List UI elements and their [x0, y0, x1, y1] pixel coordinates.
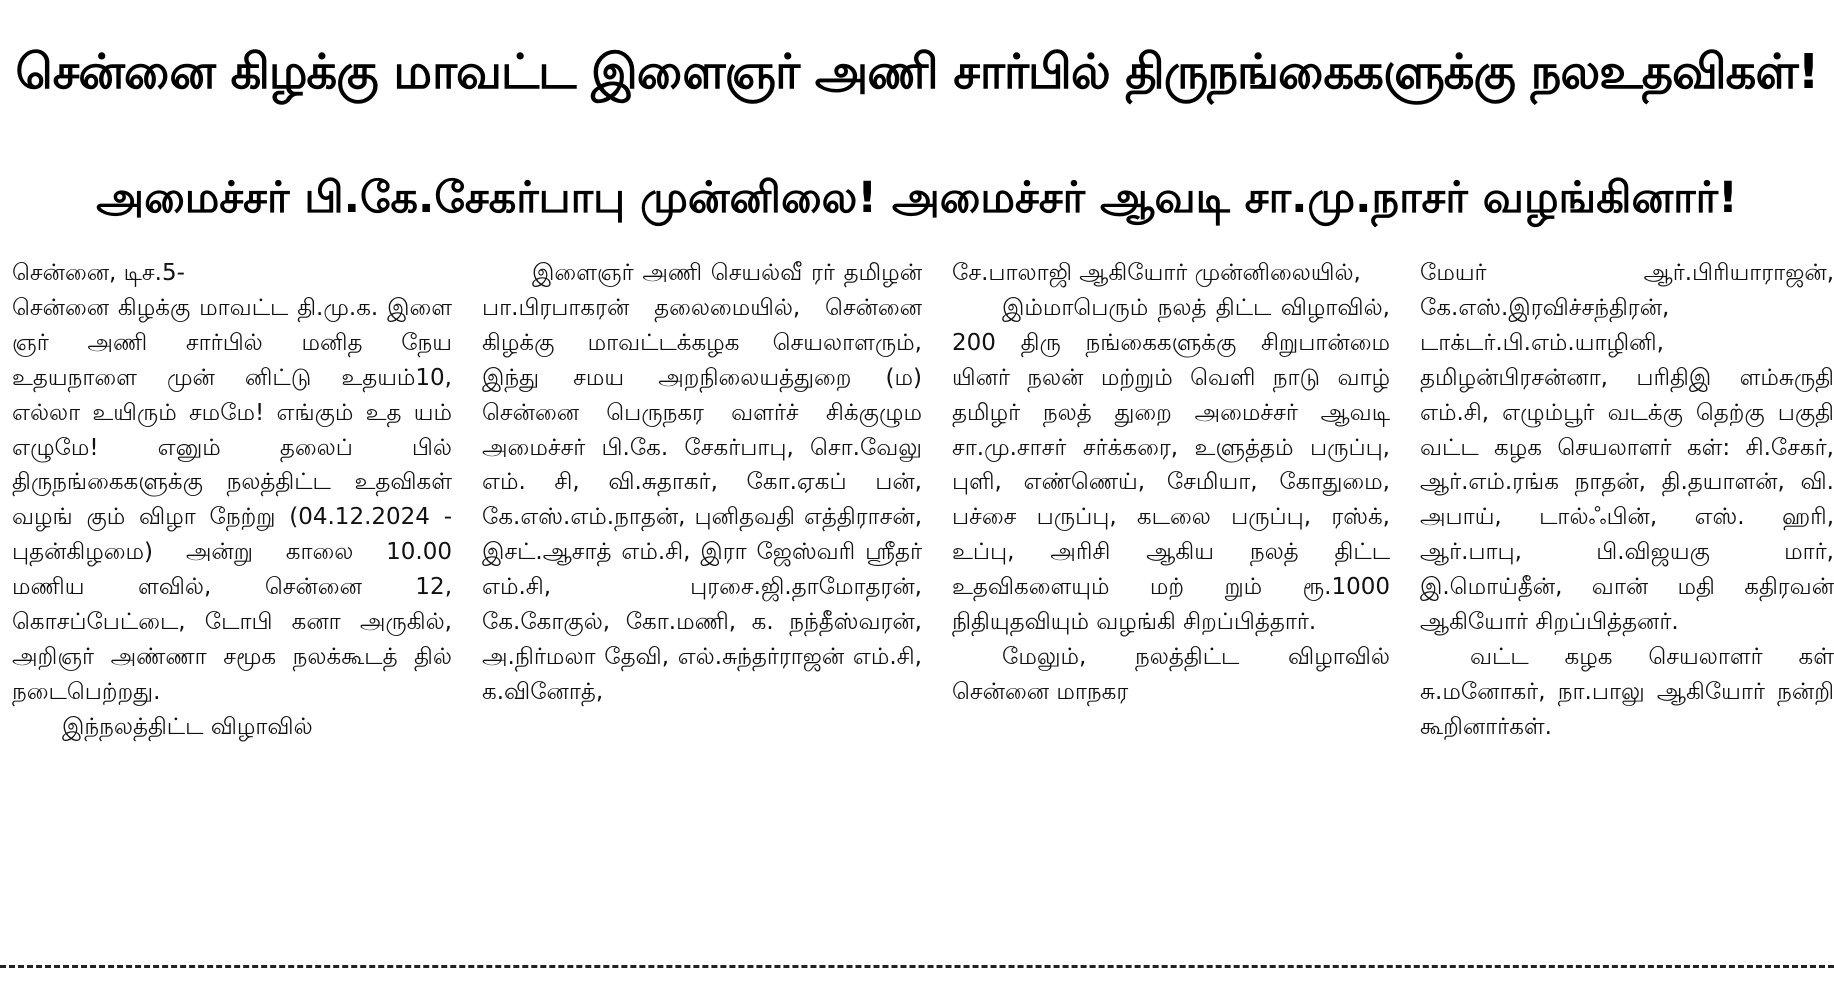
article-column-1 — [12, 256, 452, 956]
article-body — [0, 256, 1834, 956]
article-paragraph: வட்ட கழக செயலாளர் கள் சு.மனோகர், நா.பாலு ஆகியோர் நன்றி கூறினார்கள். — [1420, 643, 1834, 740]
article-paragraph: மேயர் ஆர்.பிரியாராஜன், கே.எஸ்.இரவிச்சந்திரன், டாக்டர்.பி.எம்.யாழினி, தமிழன்பிரசன்னா, பரிதிஇ ளம்சுருதி எம்.சி, எழும்பூர் வடக்கு தெற்கு பகுதி வட்ட கழக செயலாளர் கள்: சி.சேகர், ஆர்.எம்.ரங்க நாதன், தி.தயாளன், வி. அபாய், டால்ஃபின், எஸ். ஹரி, ஆர்.பாபு, பி.விஜயகு மார், இ.மொய்தீன், வான் மதி கதிரவன் ஆகியோர் சிறப்பித்தனர். — [1420, 260, 1834, 636]
dashed-divider — [0, 965, 1834, 968]
article-paragraph: சென்னை, டிச.5- சென்னை கிழக்கு மாவட்ட தி.மு.க. இளை ஞர் அணி சார்பில் மனித நேய உதயநாளை முன் னிட்டு உதயம்10, எல்லா உயிரும் சமமே! எங்கும் உத யம் எழுமே! எனும் தலைப் பில் திருநங்கைகளுக்கு நலத்திட்ட உதவிகள் வழங் கும் விழா நேற்று (04.12.2024 - புதன்கிழமை) அன்று காலை 10.00 மணிய ளவில், சென்னை 12, கொசப்பேட்டை, டோபி கனா அருகில், அறிஞர் அண்ணா சமூக நலக்கூடத் தில் நடைபெற்றது. — [12, 260, 452, 705]
subheadline: அமைச்சர் பி.கே.சேகர்பாபு முன்னிலை! அமைச்சர் ஆவடி சா.மு.நாசர் வழங்கினார்! — [96, 173, 1738, 223]
article-column-3 — [952, 256, 1390, 956]
article-paragraph: இளைஞர் அணி செயல்வீ ரர் தமிழன் பா.பிரபாகரன் தலைமையில், சென்னை கிழக்கு மாவட்டக்கழக செயலாளரும், இந்து சமய அறநிலையத்துறை (ம) சென்னை பெருநகர வளர்ச் சிக்குழும அமைச்சர் பி.கே. சேகர்பாபு, சொ.வேலு எம். சி, வி.சுதாகர், கோ.ஏகப் பன், கே.எஸ்.எம்.நாதன், புனிதவதி எத்திராசன், இசட்.ஆசாத் எம்.சி, இரா ஜேஸ்வரி ஸ்ரீதர் எம்.சி, புரசை.ஜி.தாமோதரன், கே.கோகுல், கோ.மணி, க. நந்தீஸ்வரன், அ.நிர்மலா தேவி, எல்.சுந்தர்ராஜன் எம்.சி, க.வினோத், — [482, 260, 922, 705]
article-paragraph: சே.பாலாஜி ஆகியோர் முன்னிலையில், — [952, 260, 1361, 286]
article-paragraph: இம்மாபெரும் நலத் திட்ட விழாவில், 200 திரு நங்கைகளுக்கு சிறுபான்மை யினர் நலன் மற்றும் வெளி நாடு வாழ் தமிழர் நலத் துறை அமைச்சர் ஆவடி சா.மு.சாசர் சர்க்கரை, உளுத்தம் பருப்பு, புளி, எண்ணெய், சேமியா, கோதுமை, பச்சை பருப்பு, கடலை பருப்பு, ரஸ்க், உப்பு, அரிசி ஆகிய நலத் திட்ட உதவிகளையும் மற் றும் ரூ.1000 நிதியுதவியும் வழங்கி சிறப்பித்தார். — [952, 294, 1390, 636]
article-paragraph: மேலும், நலத்திட்ட விழாவில் சென்னை மாநகர — [952, 643, 1390, 705]
article-column-4 — [1420, 256, 1834, 956]
article-paragraph: இந்நலத்திட்ட விழாவில் — [62, 713, 313, 740]
headline: சென்னை கிழக்கு மாவட்ட இளைஞர் அணி சார்பில் திருநங்கைகளுக்கு நலஉதவிகள்! — [15, 44, 1819, 100]
article-column-2 — [482, 256, 922, 956]
